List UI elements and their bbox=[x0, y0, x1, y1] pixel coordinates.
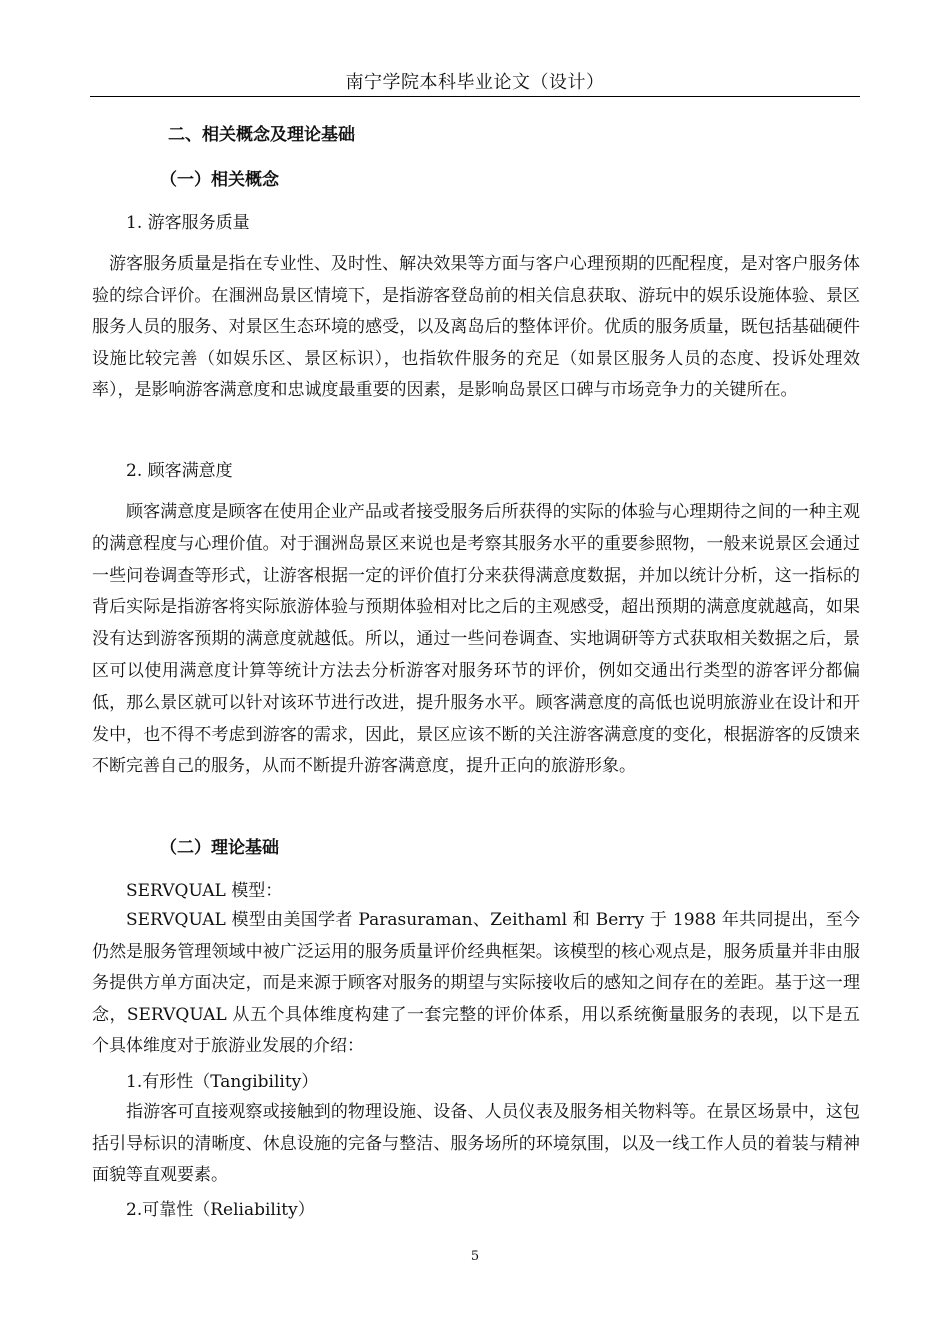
subsection-heading-theory: （二）理论基础 bbox=[160, 838, 279, 858]
header-rule bbox=[90, 96, 860, 97]
item-heading-customer-satisfaction: 2. 顾客满意度 bbox=[126, 461, 233, 481]
paragraph-customer-satisfaction: 顾客满意度是顾客在使用企业产品或者接受服务后所获得的实际的体验与心理期待之间的一种主观的满意程度与心理价值。对于涠洲岛景区来说也是考察其服务水平的重要参照物，一般来说景区会通过一些问卷调查等形式，让游客根据一定的评价值打分来获得满意度数据，并加以统计分析，这一指标的背后实际是指游客将实际旅游体验与预期体验相对比之后的主观感受，超出预期的满意度就越高，如果没有达到游客预期的满意度就越低。所以，通过一些问卷调查、实地调研等方式获取相关数据之后，景区可以使用满意度计算等统计方法去分析游客对服务环节的评价，例如交通出行类型的游客评分都偏低，那么景区就可以针对该环节进行改进，提升服务水平。顾客满意度的高低也说明旅游业在设计和开发中，也不得不考虑到游客的需求，因此，景区应该不断的关注游客满意度的变化，根据游客的反馈来不断完善自己的服务，从而不断提升游客满意度，提升正向的旅游形象。 bbox=[92, 502, 860, 777]
item-heading-service-quality: 1. 游客服务质量 bbox=[126, 213, 250, 233]
dimension-heading-tangibility: 1.有形性（Tangibility） bbox=[126, 1072, 319, 1092]
paragraph-servqual: SERVQUAL 模型由美国学者 Parasuraman、Zeithaml 和 Berry 于 1988 年共同提出，至今仍然是服务管理领域中被广泛运用的服务质量评价经典框架。该模型的核心观点是，服务质量并非由服务提供方单方面决定，而是来源于顾客对服务的期望与实际接收后的感知之间存在的差距。基于这一理念，SERVQUAL 从五个具体维度构建了一套完整的评价体系，用以系统衡量服务的表现，以下是五个具体维度对于旅游业发展的介绍： bbox=[92, 910, 860, 1056]
page-header-title: 南宁学院本科毕业论文（设计） bbox=[345, 72, 605, 93]
page-number: 5 bbox=[470, 1249, 480, 1264]
subsection-heading-concepts: （一）相关概念 bbox=[160, 170, 279, 190]
section-heading: 二、相关概念及理论基础 bbox=[168, 125, 355, 145]
dimension-heading-reliability: 2.可靠性（Reliability） bbox=[126, 1200, 315, 1220]
paragraph-service-quality: 游客服务质量是指在专业性、及时性、解决效果等方面与客户心理预期的匹配程度，是对客户服务体验的综合评价。在涠洲岛景区情境下，是指游客登岛前的相关信息获取、游玩中的娱乐设施体验、景区服务人员的服务、对景区生态环境的感受，以及离岛后的整体评价。优质的服务质量，既包括基础硬件设施比较完善（如娱乐区、景区标识），也指软件服务的充足（如景区服务人员的态度、投诉处理效率），是影响游客满意度和忠诚度最重要的因素，是影响岛景区口碑与市场竞争力的关键所在。 bbox=[92, 254, 860, 400]
paragraph-tangibility: 指游客可直接观察或接触到的物理设施、设备、人员仪表及服务相关物料等。在景区场景中，这包括引导标识的清晰度、休息设施的完备与整洁、服务场所的环境氛围，以及一线工作人员的着装与精神面貌等直观要素。 bbox=[92, 1102, 860, 1185]
servqual-label: SERVQUAL 模型： bbox=[126, 881, 283, 901]
